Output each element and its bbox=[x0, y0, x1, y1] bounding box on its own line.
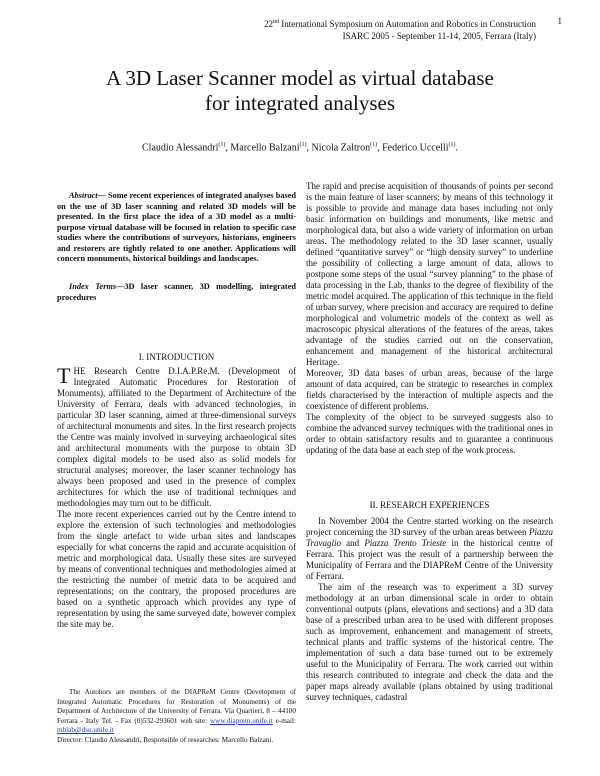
section-heading-research: II. RESEARCH EXPERIENCES bbox=[369, 500, 490, 510]
running-header bbox=[264, 16, 562, 42]
index-terms-text: —3D laser scanner, 3D modelling, integrated procedures bbox=[57, 282, 296, 302]
author: Claudio Alessandri bbox=[142, 142, 219, 154]
abstract-label: Abstract bbox=[69, 191, 98, 200]
index-terms bbox=[57, 282, 296, 303]
intro-paragraph-2: The more recent experiences carried out by the Centre intend to explore the extension of such technologies and methodologies from the single artefact to wide urban sites and landscapes especially for what concerns the rapid and accurate acquisition of metric and morphological data. Usually these sites are surveyed by means of conventional techniques and methodologies aimed at the restricting the number of metric data to be acquired and representations; on the contrary, the proposed procedures are based on a synthetic approach which provides any type of representation by using the same surveyed date, however complex the site may be. bbox=[57, 509, 296, 629]
paper-title bbox=[0, 66, 600, 116]
intro-paragraph-1: HE Research Centre D.I.A.P.Re.M. (Development of Integrated Automatic Procedures for Restoration of Monuments), affiliated to the Department of Architecture of the University of Ferrara, deals with advanced technologies, in particular 3D laser scanning, aimed at three-dimensional surveys of architectural monuments and sites. In the first research projects the Centre was mainly involved in surveying archaeological sites and architectural monuments with the purpose to obtain 3D complex digital models to be used also as solid models for structural analyses; moreover, the laser scanner technology has always been proposed and used in the presence of complex architectures for which the use of traditional techniques and methodologies may turn out to be difficult. bbox=[57, 366, 296, 508]
introduction-body bbox=[57, 363, 296, 630]
author: Federico Uccelli bbox=[382, 142, 449, 154]
header-line-2: ISARC 2005 - September 11-14, 2005, Ferrara (Italy) bbox=[342, 31, 536, 41]
author: Nicola Zaltron bbox=[311, 142, 371, 154]
right-column-body bbox=[306, 181, 553, 456]
page-number: 1 bbox=[557, 16, 562, 26]
author: Marcello Balzani bbox=[230, 142, 300, 154]
author-list: Claudio Alessandri$^{(1)}$, Marcello Balzani$^{(1)}$, Nicola Zaltron$^{(1)}$, Federico Uccelli$^{(1)}$. bbox=[142, 142, 458, 154]
director-line: Director: Claudio Alessandri, Responsible of researches: Marcello Balzani. bbox=[57, 735, 274, 744]
email-link[interactable]: mblab@dsu.unife.it bbox=[57, 726, 114, 735]
right-paragraph-2: Moreover, 3D data bases of urban areas, because of the large amount of data acquired, can be strategic to researches in complex fields characterised by the interaction of multiple aspects and the coexistence of different problems. bbox=[306, 368, 553, 411]
abstract bbox=[57, 191, 296, 265]
index-terms-label: Index Terms bbox=[69, 282, 117, 291]
right-paragraph-3: The complexity of the object to be surveyed suggests also to combine the advanced survey techniques with the traditional ones in order to obtain satisfactory results and to guarantee a continuous updating of the data base at each step of the work process. bbox=[306, 412, 553, 455]
title-line-2: for integrated analyses bbox=[204, 91, 396, 115]
website-link[interactable]: www.diaprem.unife.it bbox=[209, 716, 273, 725]
research-paragraph-1: In November 2004 the Centre started working on the research project concerning the 3D survey of the urban areas between Piazza Travaglio and Piazza Trento Trieste in the historical centre of Ferrara. This project was the result of a partnership between the Municipality of Ferrara and the DIAPReM Centre of the University of Ferrara. bbox=[306, 516, 553, 581]
drop-cap: T bbox=[57, 363, 71, 388]
header-line-1: 22nd International Symposium on Automation and Robotics in Construction bbox=[264, 19, 536, 29]
research-body bbox=[306, 516, 553, 703]
research-paragraph-2: The aim of the research was to experiment a 3D survey methodology at an urban dimensional scale in order to obtain conventional outputs (plans, elevations and sections) and a 3D data base of a prescribed urban area to be used with different proposes such as improvement, enhancement and management of streets, technical plants and traffic systems of the historical centre. The implementation of such a data base turned out to be extremely useful to the Municipality of Ferrara. The work carried out within this research contributed to integrate and check the data and the paper maps already available (plans obtained by using traditional survey techniques, cadastral bbox=[306, 582, 553, 702]
right-paragraph-1: The rapid and precise acquisition of thousands of points per second is the main feature of laser scanners; by means of this technology it is possible to provide and manage data bases including not only basic information on buildings and monuments, like metric and morphological data, but also a wide variety of information on urban areas. The methodology related to the 3D laser scanner, usually defined “quantitative survey” or “high density survey” to underline the possibility of collecting a large amount of data, allows to postpone some steps of the usual “survey planning” to the phase of data processing in the Lab, thanks to the degree of flexibility of the metric model acquired. The application of this technique in the field of urban survey, where precision and accuracy are required to define morphological and volumetric models of the context as well as macroscopic physical alterations of the features of the areas, takes advantage of the studies carried out on the conservation, enhancement and management of the historical architectural Heritage. bbox=[306, 181, 553, 367]
title-line-1: A 3D Laser Scanner model as virtual database bbox=[106, 66, 494, 90]
section-heading-introduction: I. INTRODUCTION bbox=[138, 352, 215, 362]
author-footnote: The Autohors are members of the DIAPReM Centre (Development of Integrated Automatic Procedures for Restoration of Monuments) of the Department of Architecture of the University of Ferrara. Via Quartieri, 8 – 44100 Ferrara - Italy Tel. - Fax (0)532-293601 web site: www.diaprem.unife.it e-mail: mblab@dsu.unife.it Director: Claudio Alessandri, Responsible of researches: Marcello Balzani. bbox=[57, 688, 296, 744]
abstract-text: — Some recent experiences of integrated analyses based on the use of 3D laser scanning and related 3D models will be presented. In the first place the idea of a 3D model as a multi-purpose virtual database will be focused in relation to specific case studies where the contributions of surveyors, historians, engineers and restorers are tightly related to one another. Applications will concern monuments, historical buildings and landscapes. bbox=[57, 191, 296, 263]
